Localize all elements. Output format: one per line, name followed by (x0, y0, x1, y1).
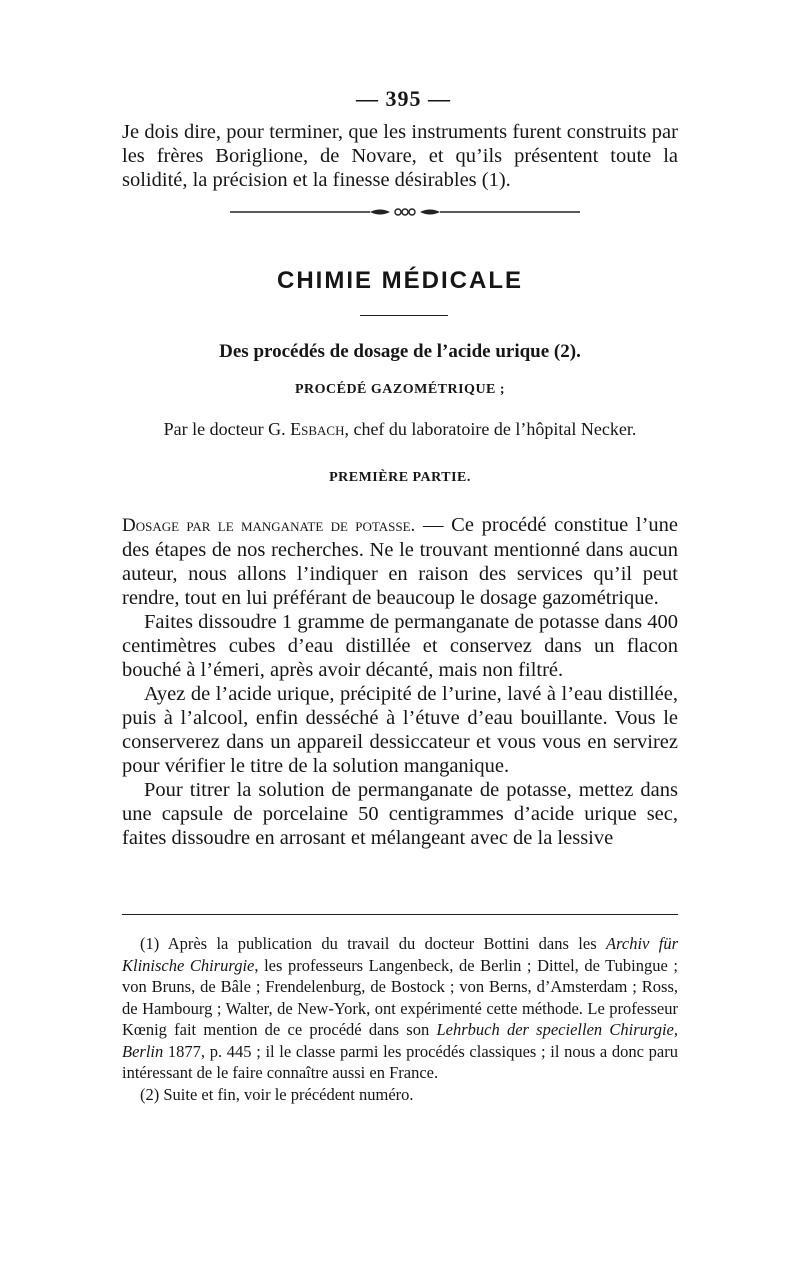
paragraph-dissolve: Faites dissoudre 1 gramme de permanganate de potasse dans 400 centimètres cubes d’eau distillée et conservez dans un flacon bouché à l’émeri, après avoir décanté, mais non filtré. (122, 611, 678, 681)
article-title: Des procédés de dosage de l’acide urique (2). (219, 341, 581, 362)
intro-paragraph: Je dois dire, pour terminer, que les instruments furent construits par les frères Boriglione, de Novare, et qu’ils présentent toute la solidité, la précision et la finesse désirables (1). (122, 121, 678, 191)
paragraph-uric-acid: Ayez de l’acide urique, précipité de l’urine, lavé à l’eau distillée, puis à l’alcool, enfin desséché à l’étuve d’eau bouillante. Vous le conserverez dans un appareil dessiccateur et vous vous en servirez pour vérifier le titre de la solution manganique. (122, 683, 678, 777)
footnote-1-text-end: 1877, p. 445 ; il le classe parmi les procédés classiques ; il nous a donc paru intéressant de le faire connaître aussi en France. (122, 1041, 678, 1082)
byline-author: Esbach (290, 419, 345, 439)
footnote-2: (2) Suite et fin, voir le précédent numéro. (140, 1084, 414, 1104)
paragraph-dosage (122, 513, 678, 610)
byline-prefix: Par le docteur G. (163, 419, 291, 439)
footnote-rule (122, 914, 678, 915)
footnote-1-text-continued: , les professeurs Langenbeck, de Berlin ; Dittel, de Tubingue ; von Bruns, de Bâle ; Frendelenburg, de Bostock ; von Berns, d’Amsterdam ; Ross, de Hambourg ; Walter, de New-York, ont expérimenté cette méthode. Le professeur Kœnig fait mention de ce procédé dans son (122, 955, 678, 1039)
page-number: — 395 — (356, 86, 451, 111)
footnotes (122, 933, 678, 1105)
byline-suffix: , chef du laboratoire de l’hôpital Necker. (344, 419, 637, 439)
author-byline (122, 419, 678, 440)
section-rule (360, 315, 448, 316)
footnote-1-book: Lehrbuch der speciellen Chirurgie, Berlin (122, 1020, 678, 1061)
section-title: CHIMIE MÉDICALE (277, 267, 523, 294)
footnote-1-journal: Archiv für Klinische Chirurgie (122, 934, 678, 975)
paragraph-titration: Pour titrer la solution de permanganate de potasse, mettez dans une capsule de porcelaine 50 centigrammes d’acide urique sec, faites dissoudre en arrosant et mélangeant avec de la lessive (122, 779, 678, 849)
footnote-1 (122, 933, 678, 1084)
paragraph-text: — Ce procédé constitue l’une des étapes de nos recherches. Ne le trouvant mentionné dans aucun auteur, nous allons l’indiquer en raison des services qu’il peut rendre, tout en lui préférant de beaucoup le dosage gazométrique. (122, 514, 678, 609)
ornamental-divider (230, 205, 580, 219)
part-title: PREMIÈRE PARTIE. (329, 470, 471, 485)
article-subtitle: PROCÉDÉ GAZOMÉTRIQUE ; (294, 382, 506, 397)
footnote-1-text: (1) Après la publication du travail du docteur Bottini dans les (140, 934, 606, 953)
main-text (122, 513, 678, 850)
paragraph-lead: Dosage par le manganate de potasse. (122, 515, 416, 536)
